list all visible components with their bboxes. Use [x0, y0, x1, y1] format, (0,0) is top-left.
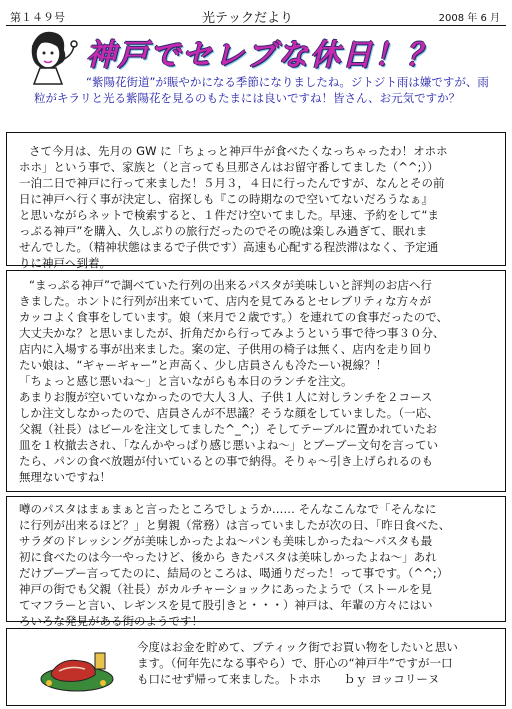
- text-line: ろいろな発見がある街のようです！: [19, 614, 203, 628]
- text-line: あまりお腹が空いていなかったので大人３人、子供１人に対しランチを２コース: [19, 390, 433, 404]
- text-line: 「ちょっと感じ悪いね～」と言いながらも本日のランチを注文。: [19, 374, 353, 388]
- text-line: 今度はお金を貯めて、ブティック街でお買い物をしたいと思い: [137, 640, 458, 654]
- text-line: も口にせず帰って来ました。トホホ ｂｙ ヨッコリーヌ: [137, 672, 440, 686]
- text-line: たい娘は、“ギャーギャー”と声高く、少し店員さんも冷たーい視線？！: [19, 358, 388, 372]
- text-line: 店内に入場する事が出来ました。案の定、子供用の椅子は無く、店内を走り回り: [19, 342, 433, 356]
- steak-plate-icon: [37, 647, 117, 695]
- text-line: サラダのドレッシングが美味しかったよね～パンも美味しかったね～パスタも最: [19, 534, 433, 548]
- article-section-2: [6, 270, 506, 492]
- closing-section: [6, 628, 506, 706]
- text-line: ます。（何年先になる事やら）で、肝心の“神戸牛”ですが一口: [137, 656, 453, 670]
- issue-date: 2008 年 6 月: [438, 13, 500, 24]
- text-line: たら、パンの食べ放題が付いているとの事で納得。そりゃ～引き上げられるのも: [19, 454, 433, 468]
- text-line: だけブーブー言ってたのに、結局のところは、喝通りだった！って事です。（^^;）: [19, 566, 449, 580]
- text-line: 神戸の街でも父親（社長）がカルチャーショックにあったようで（ストールを見: [19, 582, 432, 596]
- text-line: しか注文しなかったので、店員さんが不思議？そうな顔をしていました。（一応、: [19, 406, 439, 420]
- text-line: せんでした。（精神状態はまるで子供です）高速も心配する程渋滞はなく、予定通: [19, 240, 439, 254]
- text-line: 日に神戸へ行く事が決定し、宿探しも『この時期なので空いてないだろうなぁ』: [19, 192, 433, 206]
- article-section-1: [6, 132, 506, 270]
- text-line: ホホ」という事で、家族と（と言っても旦那さんはお留守番してました（^^;））: [19, 160, 439, 174]
- text-line: 無理ないですね！: [19, 470, 111, 484]
- text-line: っぷる神戸”を購入、久しぶりの旅行だったのでその晩は楽しみ過ぎて、眠れま: [19, 224, 428, 238]
- text-line: てマフラーと言い、レギンスを見て股引きと・・・）神戸は、年輩の方々にはい: [19, 598, 433, 612]
- text-line: きました。ホントに行列が出来ていて、店内を見てみるとセレブリティな方々が: [19, 294, 432, 308]
- text-line: 皿を１枚撤去され、「なんかやっぱり感じ悪いよね～」とブーブー文句を言ってい: [19, 438, 439, 452]
- article-section-3: [6, 496, 506, 628]
- text-line: 一泊二日で神戸に行って来ました！５月３，４日に行ったんですが、なんとその前: [19, 176, 445, 190]
- text-line: 初に食べたのは今一やったけど、後から きたパスタは美味しかったよね～」あれ: [19, 550, 437, 564]
- headline: 神戸でセレブな休日！？: [86, 38, 438, 73]
- text-line: と思いながらネットで検索すると、１件だけ空いてました。早速、予約をして“ま: [19, 208, 439, 222]
- newsletter-title: 光テックだより: [202, 11, 294, 26]
- text-line: に行列が出来るほど？」と舅親（常務）は言っていましたが次の日、「昨日食べた、: [19, 518, 451, 532]
- newsletter-header: [6, 6, 506, 26]
- text-line: “まっぷる神戸”で調べていた行列の出来るパスタが美味しいと評判のお店へ行: [29, 278, 432, 292]
- text-line: カッコよく食事をしています。娘（来月で２歳です。）を連れての食事だったので、: [19, 310, 449, 324]
- text-line: りに神戸へ到着。: [19, 256, 111, 270]
- text-line: 父親（社長）はビールを注文してました^_^;）そしてテーブルに置かれていたお: [19, 422, 438, 436]
- issue-number: 第１４９号: [10, 11, 65, 24]
- intro-text: “紫陽花街道”が賑やかになる季節になりましたね。ジトジト雨は嫌ですが、雨粒がキラリと光る紫陽花を見るのもたまには良いですね！皆さん、お元気ですか？: [34, 75, 489, 105]
- text-line: さて今月は、先月の GW に「ちょっと神戸牛が食べたくなっちゃったわ！オホホ: [29, 144, 448, 158]
- text-line: 噂のパスタはまぁまぁと言ったところでしょうか…… そんなこんなで「そんなに: [19, 502, 437, 516]
- text-line: 大丈夫かな？と思いましたが、折角だから行ってみようという事で待つ事３０分、: [19, 326, 445, 340]
